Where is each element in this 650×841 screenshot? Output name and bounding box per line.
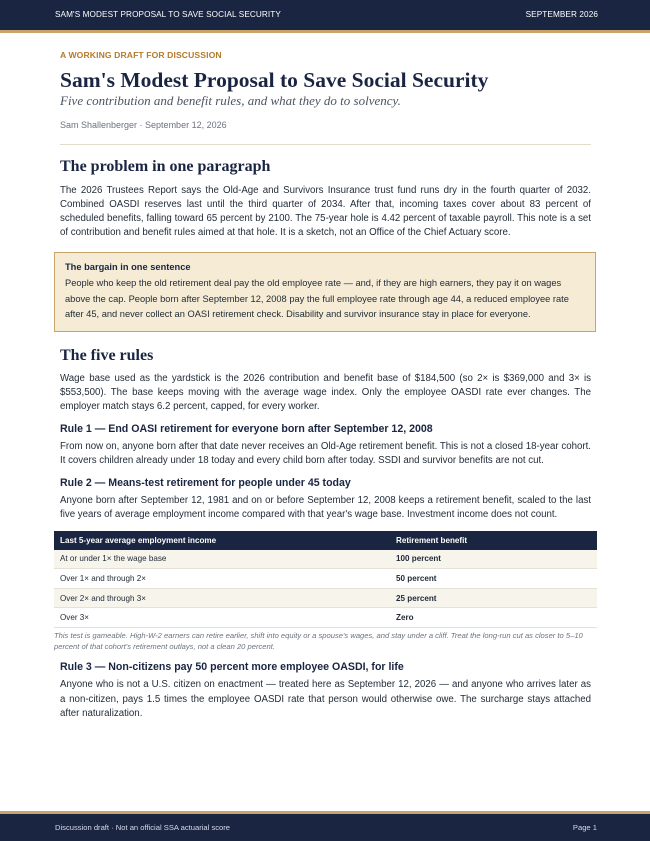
rule-2-body: Anyone born after September 12, 1981 and on or before September 12, 2008 keeps a retirement benefit, scaled to the last five years of average employment income compared with that year's wage base. Investment income does not count.	[60, 495, 591, 521]
table-cell-income: Over 1× and through 2×	[54, 569, 390, 588]
running-footer	[0, 814, 650, 841]
table-row	[54, 588, 597, 607]
section-heading-problem: The problem in one paragraph	[60, 158, 271, 175]
table-cell-income: Over 3×	[54, 608, 390, 627]
table-header-income: Last 5-year average employment income	[54, 531, 390, 550]
page-subtitle: Five contribution and benefit rules, and what they do to solvency.	[60, 93, 401, 108]
byline: Sam Shallenberger · September 12, 2026	[60, 120, 227, 130]
section-heading-rules: The five rules	[60, 346, 154, 364]
kicker: A WORKING DRAFT FOR DISCUSSION	[60, 50, 222, 60]
page-title: Sam's Modest Proposal to Save Social Security	[60, 68, 489, 92]
footer-disclaimer: Discussion draft · Not an official SSA actuarial score	[55, 823, 231, 832]
table-header-row	[54, 531, 597, 550]
rule-3-body: Anyone who is not a U.S. citizen on enactment — treated here as September 12, 2026 — and anyone who arrives later as a non-citizen, pays 1.5 times the employee OASDI rate that person would otherwise owe. The surcharge stays attached after naturalization.	[60, 679, 591, 719]
rule-2-heading: Rule 2 — Means-test retirement for people under 45 today	[60, 477, 351, 490]
table-cell-benefit: 25 percent	[390, 588, 597, 607]
rule-1-body: From now on, anyone born after that date never receives an Old-Age retirement benefit. This is not a closed 18-year cohort. It covers children already under 18 today and every child born after today. SSDI and survivor benefits are not cut.	[60, 441, 591, 467]
table-header-benefit: Retirement benefit	[390, 531, 597, 550]
callout-body: People who keep the old retirement deal pay the old employee rate — and, if they are high earners, they pay it on wages above the cap. People born after September 12, 2008 pay the full employee rate through age 44, a reduced employee rate after 45, and never collect an OASI retirement check. Disability and survivor insurance stay in place for everyone.	[65, 278, 569, 320]
header-title: SAM'S MODEST PROPOSAL TO SAVE SOCIAL SECURITY	[55, 10, 281, 19]
callout-title: The bargain in one sentence	[65, 262, 191, 273]
problem-paragraph: The 2026 Trustees Report says the Old-Age and Survivors Insurance trust fund runs dry in the fourth quarter of 2032. Combined OASDI reserves last until the third quarter of 2034. After that, incoming taxes cover about 83 percent of scheduled benefits, falling toward 65 percent by 2100. The 75-year hole is 4.42 percent of taxable payroll. This note is a set of contribution and benefit rules aimed at that hole. It is a sketch, not an Office of the Chief Actuary score.	[60, 185, 591, 239]
running-header	[0, 0, 650, 30]
table-row	[54, 569, 597, 588]
retirement-benefit-table	[54, 531, 597, 628]
table-cell-income: Over 2× and through 3×	[54, 588, 390, 607]
page-number: Page 1	[572, 823, 597, 832]
table-cell-benefit: Zero	[390, 608, 597, 627]
header-accent-rule	[0, 30, 650, 33]
table-row	[54, 550, 597, 569]
document-body	[54, 50, 591, 721]
bargain-callout	[54, 252, 596, 332]
rule-3-heading: Rule 3 — Non-citizens pay 50 percent more employee OASDI, for life	[60, 661, 404, 674]
divider	[60, 144, 591, 145]
table-row	[54, 608, 597, 627]
table-note: This test is gameable. High-W-2 earners can retire earlier, shift into equity or a spouse's wages, and stay under a cliff. Treat the long-run cut as closer to 5–10 percent of that cohort's retirement outlays, not a clean 20 percent.	[54, 630, 583, 651]
table-cell-benefit: 50 percent	[390, 569, 597, 588]
rule-1-heading: Rule 1 — End OASI retirement for everyone born after September 12, 2008	[60, 423, 433, 436]
table-cell-income: At or under 1× the wage base	[54, 550, 390, 569]
rules-intro-paragraph: Wage base used as the yardstick is the 2026 contribution and benefit base of $184,500 (so 2× is $369,000 and 3× is $553,500). The base keeps moving with the average wage index. Only the employee OASDI rate ever changes. The employer match stays 6.2 percent, capped, for every worker.	[60, 372, 591, 413]
header-date: SEPTEMBER 2026	[525, 10, 598, 19]
table-cell-benefit: 100 percent	[390, 550, 597, 569]
